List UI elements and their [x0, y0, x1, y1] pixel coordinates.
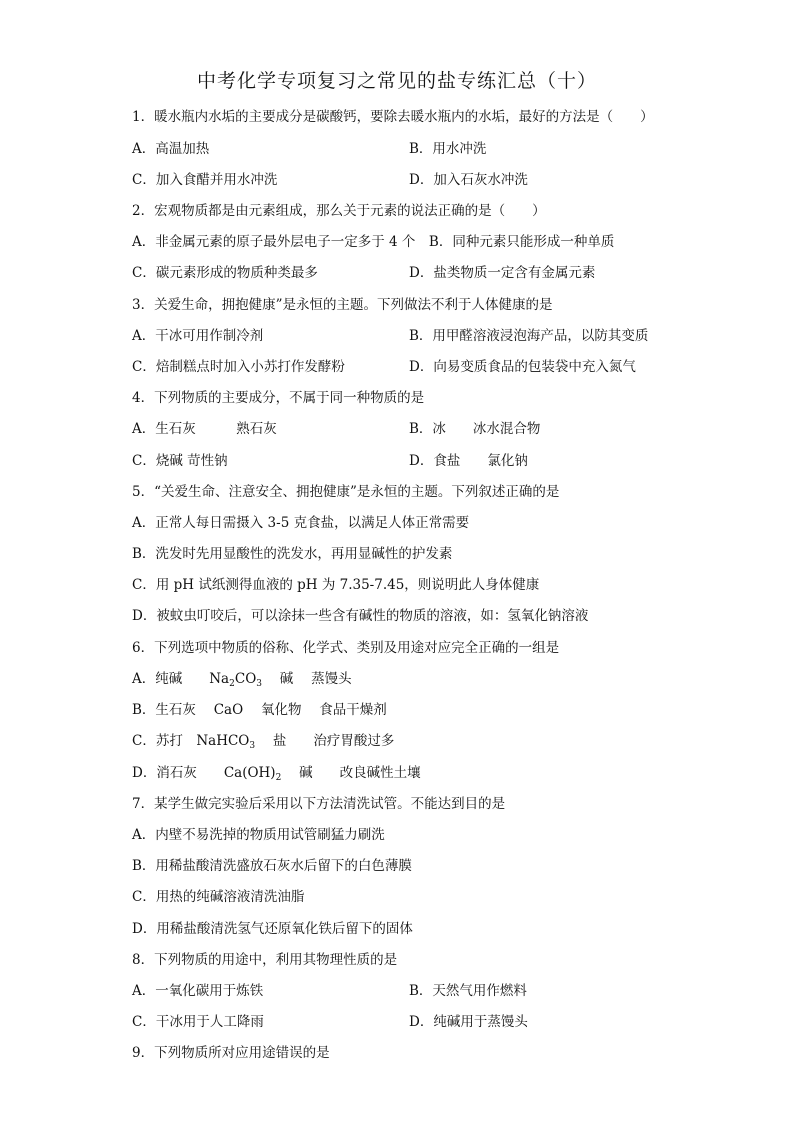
q7-option-c: C．用热的纯碱溶液清洗油脂 [132, 889, 305, 905]
q6-a-text-3: 碱 蒸馒头 [262, 671, 352, 687]
q6-a-sub-1: 2 [229, 679, 235, 689]
q3-option-d: D．向易变质食品的包装袋中充入氮气 [409, 359, 636, 375]
q6-a-text-1: A．纯碱 Na [132, 671, 230, 687]
question-7-stem: 7．某学生做完实验后采用以下方法清洗试管。不能达到目的是 [132, 796, 506, 812]
q6-option-d [132, 764, 421, 787]
q6-option-a [132, 670, 352, 693]
question-9-stem: 9．下列物质所对应用途错误的是 [132, 1045, 330, 1061]
question-2-stem: 2．宏观物质都是由元素组成，那么关于元素的说法正确的是（ ） [132, 203, 546, 219]
q7-option-b: B．用稀盐酸清洗盛放石灰水后留下的白色薄膜 [132, 858, 412, 874]
q4-option-c: C．烧碱 苛性钠 [132, 453, 228, 469]
q1-option-c: C．加入食醋并用水冲洗 [132, 172, 278, 188]
q6-a-text-2: CO [234, 671, 257, 687]
q6-d-sub: 2 [275, 773, 282, 783]
question-3-stem: 3．关爱生命，拥抱健康”是永恒的主题。下列做法不利于人体健康的是 [132, 297, 553, 313]
q1-option-a: A．高温加热 [132, 141, 210, 157]
q4-option-d: D．食盐 氯化钠 [409, 453, 528, 469]
question-8-stem: 8．下列物质的用途中，利用其物理性质的是 [132, 952, 398, 968]
q8-option-c: C．干冰用于人工降雨 [132, 1014, 264, 1030]
q5-option-c: C．用 pH 试纸测得血液的 pH 为 7.35-7.45，则说明此人身体健康 [132, 577, 540, 593]
question-4-stem: 4．下列物质的主要成分，不属于同一种物质的是 [132, 390, 425, 406]
q8-option-d: D．纯碱用于蒸馒头 [409, 1014, 528, 1030]
q5-option-d: D．被蚊虫叮咬后，可以涂抹一些含有碱性的物质的溶液，如：氢氧化钠溶液 [132, 608, 589, 624]
q6-c-text-1: C．苏打 NaHCO [132, 733, 250, 749]
q6-option-b: B．生石灰 CaO 氧化物 食品干燥剂 [132, 702, 387, 718]
q5-option-a: A．正常人每日需摄入 3-5 克食盐，以满足人体正常需要 [132, 515, 470, 531]
q4-option-a: A．生石灰 熟石灰 [132, 421, 277, 437]
q3-option-a: A．干冰可用作制冷剂 [132, 328, 264, 344]
q5-option-b: B．洗发时先用显酸性的洗发水，再用显碱性的护发素 [132, 546, 453, 562]
q6-d-text-1: D．消石灰 Ca(OH) [132, 765, 276, 781]
q6-a-sub-2: 3 [256, 679, 262, 689]
page-title: 中考化学专项复习之常见的盐专练汇总（十） [196, 70, 597, 92]
q7-option-a: A．内壁不易洗掉的物质用试管刷猛力刷洗 [132, 827, 385, 843]
q6-c-sub: 3 [249, 741, 256, 751]
q8-option-a: A．一氧化碳用于炼铁 [132, 983, 264, 999]
q8-option-b: B．天然气用作燃料 [409, 983, 527, 999]
q1-option-b: B．用水冲洗 [409, 141, 487, 157]
question-5-stem: 5．“关爱生命、注意安全、拥抱健康”是永恒的主题。下列叙述正确的是 [132, 484, 560, 500]
q1-option-d: D．加入石灰水冲洗 [409, 172, 528, 188]
q3-option-b: B．用甲醛溶液浸泡海产品，以防其变质 [409, 328, 649, 344]
q6-option-c [132, 732, 394, 755]
q2-option-d: D．盐类物质一定含有金属元素 [409, 265, 596, 281]
q6-c-text-2: 盐 治疗胃酸过多 [255, 733, 395, 749]
q4-option-b: B．冰 冰水混合物 [409, 421, 541, 437]
q2-option-c: C．碳元素形成的物质种类最多 [132, 265, 318, 281]
question-1-stem: 1．暖水瓶内水垢的主要成分是碳酸钙，要除去暖水瓶内的水垢，最好的方法是（ ） [132, 109, 654, 125]
q3-option-c: C．焙制糕点时加入小苏打作发酵粉 [132, 359, 345, 375]
q7-option-d: D．用稀盐酸清洗氢气还原氧化铁后留下的固体 [132, 921, 413, 937]
question-6-stem: 6．下列选项中物质的俗称、化学式、类别及用途对应完全正确的一组是 [132, 640, 560, 656]
q6-d-text-2: 碱 改良碱性土壤 [281, 765, 421, 781]
q2-option-ab: A．非金属元素的原子最外层电子一定多于 4 个 B．同种元素只能形成一种单质 [132, 234, 615, 250]
